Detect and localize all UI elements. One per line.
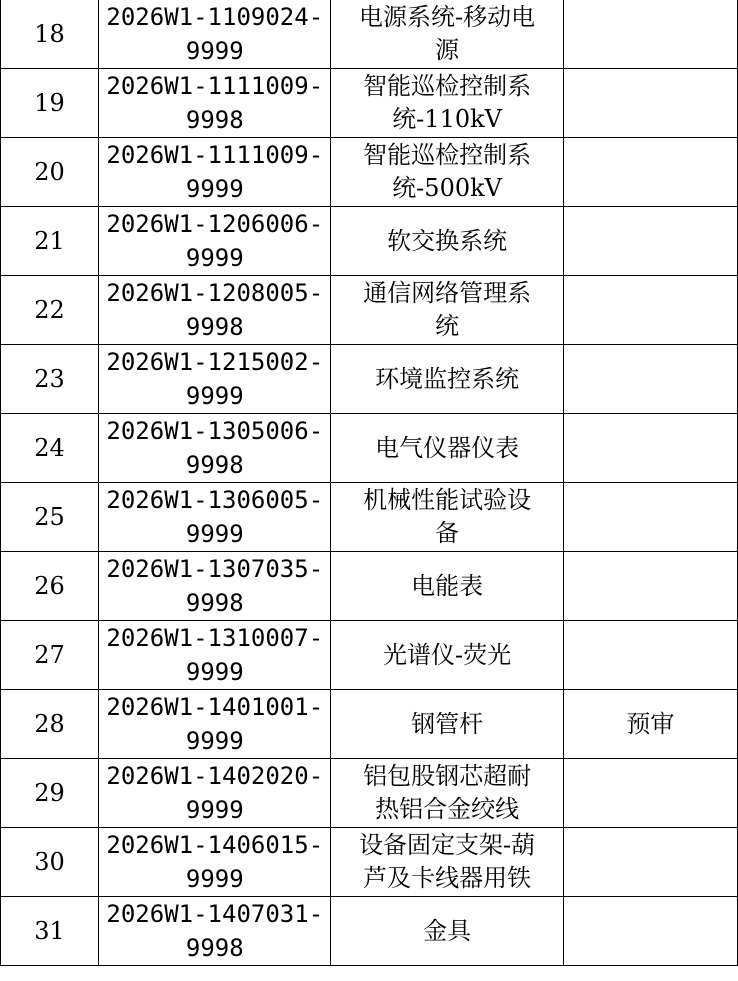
name-line-2: 统 bbox=[435, 312, 460, 340]
name-line-2: 备 bbox=[435, 519, 460, 547]
cell-number bbox=[1, 207, 99, 276]
cell-name bbox=[331, 897, 563, 966]
row-number: 27 bbox=[34, 640, 65, 669]
cell-note bbox=[563, 483, 737, 552]
row-number: 24 bbox=[34, 433, 65, 462]
note-text: 预审 bbox=[626, 709, 675, 738]
cell-note bbox=[563, 0, 737, 69]
code-line-2: 9999 bbox=[185, 520, 244, 548]
name-line-1: 设备固定支架-葫 bbox=[359, 831, 536, 859]
row-number: 20 bbox=[34, 157, 65, 186]
code-line-2: 9999 bbox=[185, 175, 244, 203]
cell-code bbox=[99, 276, 331, 345]
cell-code bbox=[99, 0, 331, 69]
cell-name bbox=[331, 552, 563, 621]
table-row bbox=[1, 69, 738, 138]
cell-name bbox=[331, 138, 563, 207]
code-line-2: 9998 bbox=[185, 934, 244, 962]
cell-number bbox=[1, 138, 99, 207]
table-row bbox=[1, 621, 738, 690]
cell-note bbox=[563, 138, 737, 207]
name-line-1: 钢管杆 bbox=[411, 709, 484, 738]
name-line-2: 热铝合金绞线 bbox=[375, 795, 520, 823]
cell-code bbox=[99, 207, 331, 276]
cell-code bbox=[99, 483, 331, 552]
code-line-1: 2026W1-1401001- bbox=[106, 693, 324, 721]
cell-code bbox=[99, 897, 331, 966]
table-row bbox=[1, 552, 738, 621]
table-row bbox=[1, 690, 738, 759]
cell-name bbox=[331, 0, 563, 69]
cell-note bbox=[563, 759, 737, 828]
code-line-1: 2026W1-1111009- bbox=[106, 141, 324, 169]
cell-name bbox=[331, 759, 563, 828]
row-number: 21 bbox=[34, 226, 65, 255]
name-line-1: 电气仪器仪表 bbox=[375, 433, 520, 462]
table-body bbox=[1, 0, 738, 966]
cell-number bbox=[1, 483, 99, 552]
cell-code bbox=[99, 621, 331, 690]
cell-note bbox=[563, 690, 737, 759]
cell-code bbox=[99, 138, 331, 207]
cell-number bbox=[1, 621, 99, 690]
cell-name bbox=[331, 414, 563, 483]
code-line-1: 2026W1-1307035- bbox=[106, 555, 324, 583]
code-line-2: 9999 bbox=[185, 382, 244, 410]
name-line-2: 统-500kV bbox=[392, 174, 502, 202]
cell-number bbox=[1, 897, 99, 966]
name-line-1: 电源系统-移动电 bbox=[359, 3, 536, 31]
code-line-2: 9999 bbox=[185, 865, 244, 893]
row-number: 23 bbox=[34, 364, 65, 393]
cell-number bbox=[1, 0, 99, 69]
cell-number bbox=[1, 552, 99, 621]
code-line-2: 9998 bbox=[185, 589, 244, 617]
cell-code bbox=[99, 828, 331, 897]
cell-number bbox=[1, 690, 99, 759]
cell-name bbox=[331, 690, 563, 759]
table-row bbox=[1, 0, 738, 69]
row-number: 22 bbox=[34, 295, 65, 324]
cell-number bbox=[1, 69, 99, 138]
row-number: 28 bbox=[34, 709, 65, 738]
name-line-1: 电能表 bbox=[411, 571, 484, 600]
code-line-1: 2026W1-1305006- bbox=[106, 417, 324, 445]
cell-name bbox=[331, 345, 563, 414]
cell-note bbox=[563, 621, 737, 690]
code-line-2: 9999 bbox=[185, 244, 244, 272]
code-line-1: 2026W1-1407031- bbox=[106, 900, 324, 928]
code-line-1: 2026W1-1402020- bbox=[106, 762, 324, 790]
cell-note bbox=[563, 828, 737, 897]
code-line-2: 9998 bbox=[185, 451, 244, 479]
code-line-2: 9998 bbox=[185, 106, 244, 134]
cell-name bbox=[331, 828, 563, 897]
name-line-1: 通信网络管理系 bbox=[363, 279, 532, 307]
cell-note bbox=[563, 69, 737, 138]
code-line-1: 2026W1-1310007- bbox=[106, 624, 324, 652]
cell-name bbox=[331, 69, 563, 138]
cell-code bbox=[99, 414, 331, 483]
cell-note bbox=[563, 897, 737, 966]
cell-note bbox=[563, 414, 737, 483]
table-row bbox=[1, 138, 738, 207]
cell-note bbox=[563, 345, 737, 414]
cell-code bbox=[99, 345, 331, 414]
cell-number bbox=[1, 759, 99, 828]
row-number: 26 bbox=[34, 571, 65, 600]
name-line-1: 光谱仪-荧光 bbox=[383, 640, 512, 669]
cell-name bbox=[331, 276, 563, 345]
row-number: 25 bbox=[34, 502, 65, 531]
name-line-1: 环境监控系统 bbox=[375, 364, 520, 393]
cell-name bbox=[331, 207, 563, 276]
name-line-1: 机械性能试验设 bbox=[363, 486, 532, 514]
code-line-1: 2026W1-1208005- bbox=[106, 279, 324, 307]
row-number: 31 bbox=[34, 916, 65, 945]
code-line-1: 2026W1-1406015- bbox=[106, 831, 324, 859]
code-line-1: 2026W1-1215002- bbox=[106, 348, 324, 376]
cell-name bbox=[331, 621, 563, 690]
cell-code bbox=[99, 759, 331, 828]
table-row bbox=[1, 897, 738, 966]
name-line-1: 智能巡检控制系 bbox=[363, 141, 532, 169]
table-row bbox=[1, 207, 738, 276]
code-line-1: 2026W1-1306005- bbox=[106, 486, 324, 514]
row-number: 18 bbox=[34, 19, 65, 48]
code-line-2: 9999 bbox=[185, 796, 244, 824]
table-row bbox=[1, 276, 738, 345]
table-row bbox=[1, 414, 738, 483]
row-number: 29 bbox=[34, 778, 65, 807]
name-line-1: 智能巡检控制系 bbox=[363, 72, 532, 100]
name-line-1: 金具 bbox=[423, 916, 472, 945]
row-number: 19 bbox=[34, 88, 65, 117]
name-line-1: 软交换系统 bbox=[387, 226, 508, 255]
cell-code bbox=[99, 69, 331, 138]
cell-number bbox=[1, 828, 99, 897]
cell-number bbox=[1, 345, 99, 414]
code-line-2: 9998 bbox=[185, 313, 244, 341]
cell-name bbox=[331, 483, 563, 552]
code-line-1: 2026W1-1111009- bbox=[106, 72, 324, 100]
cell-code bbox=[99, 690, 331, 759]
name-line-2: 芦及卡线器用铁 bbox=[363, 864, 532, 892]
row-number: 30 bbox=[34, 847, 65, 876]
name-line-1: 铝包股钢芯超耐 bbox=[363, 762, 532, 790]
table-row bbox=[1, 483, 738, 552]
cell-number bbox=[1, 276, 99, 345]
table-row bbox=[1, 345, 738, 414]
cell-note bbox=[563, 207, 737, 276]
table-row bbox=[1, 828, 738, 897]
code-line-2: 9999 bbox=[185, 727, 244, 755]
cell-code bbox=[99, 552, 331, 621]
name-line-2: 源 bbox=[435, 36, 460, 64]
code-line-1: 2026W1-1109024- bbox=[106, 3, 324, 31]
cell-note bbox=[563, 552, 737, 621]
code-line-2: 9999 bbox=[185, 37, 244, 65]
code-line-1: 2026W1-1206006- bbox=[106, 210, 324, 238]
code-line-2: 9999 bbox=[185, 658, 244, 686]
cell-number bbox=[1, 414, 99, 483]
cell-note bbox=[563, 276, 737, 345]
name-line-2: 统-110kV bbox=[392, 105, 502, 133]
table-row bbox=[1, 759, 738, 828]
